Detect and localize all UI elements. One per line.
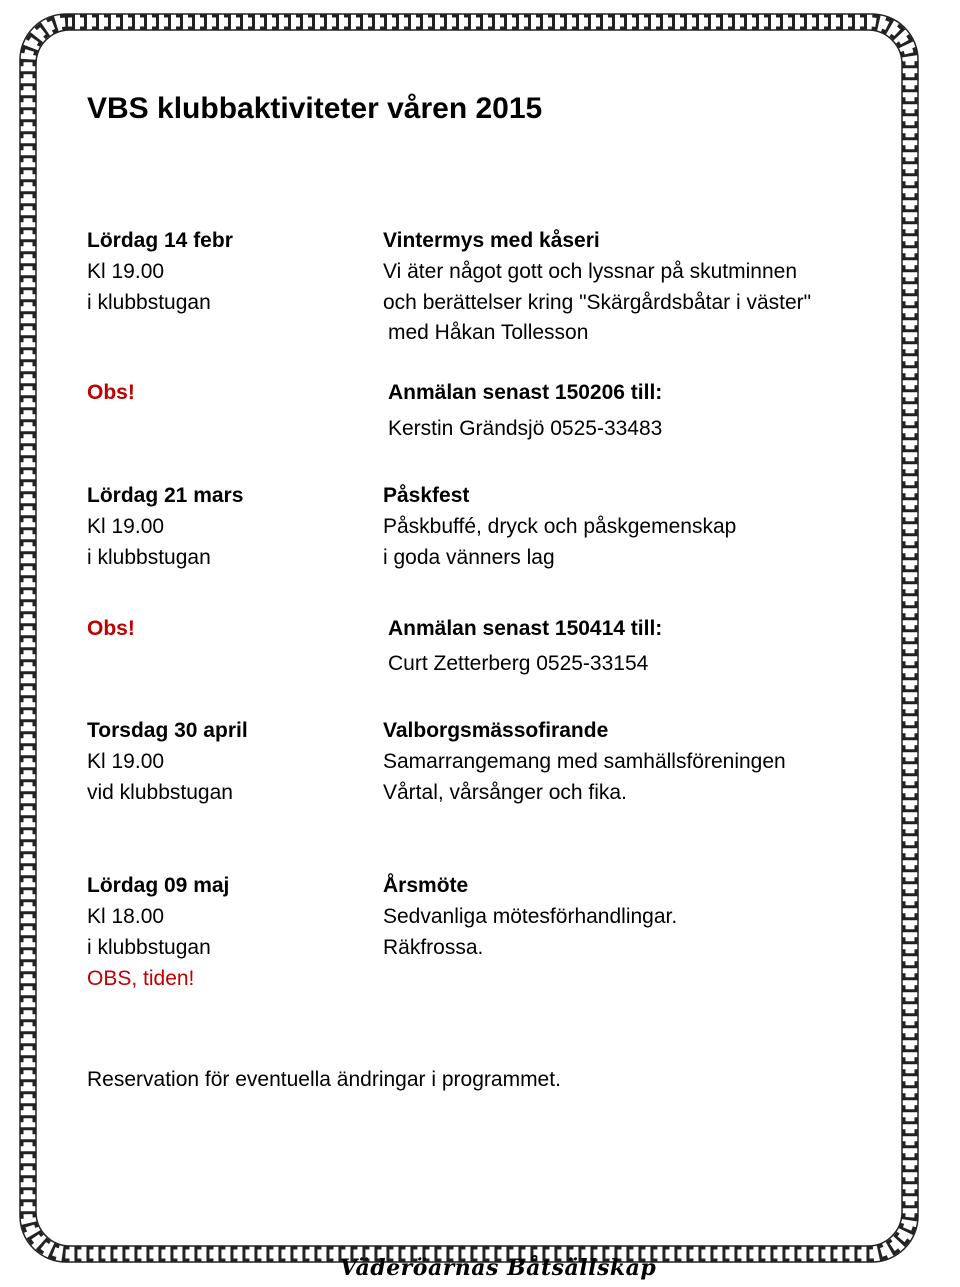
- event-1-obs: Obs!: [87, 381, 135, 404]
- event-1-time: Kl 19.00: [87, 260, 165, 283]
- event-3-date: Torsdag 30 april: [87, 719, 248, 742]
- event-2-desc-line: i goda vänners lag: [383, 546, 555, 569]
- event-2-time: Kl 19.00: [87, 515, 165, 538]
- event-2-place: i klubbstugan: [87, 546, 211, 569]
- event-4-date: Lördag 09 maj: [87, 874, 230, 897]
- event-1-heading: Vintermys med kåseri: [383, 229, 600, 252]
- event-2-desc-line: Påskbuffé, dryck och påskgemenskap: [383, 515, 737, 538]
- event-3-desc-line: Samarrangemang med samhällsföreningen: [383, 750, 786, 773]
- event-4-time: Kl 18.00: [87, 905, 165, 928]
- event-4-place: i klubbstugan: [87, 936, 211, 959]
- event-3-place: vid klubbstugan: [87, 781, 233, 804]
- event-2-obs: Obs!: [87, 617, 135, 640]
- event-1-place: i klubbstugan: [87, 291, 211, 314]
- event-1-date: Lördag 14 febr: [87, 229, 233, 252]
- event-1-desc-line: med Håkan Tollesson: [388, 321, 589, 344]
- event-4-desc-line: Räkfrossa.: [383, 936, 484, 959]
- event-3-desc-line: Vårtal, vårsånger och fika.: [383, 781, 627, 804]
- event-4-note: OBS, tiden!: [87, 967, 195, 990]
- event-2-heading: Påskfest: [383, 484, 470, 507]
- event-2-date: Lördag 21 mars: [87, 484, 244, 507]
- event-4-heading: Årsmöte: [383, 874, 469, 897]
- event-3-heading: Valborgsmässofirande: [383, 719, 609, 742]
- event-1-desc-line: Vi äter något gott och lyssnar på skutminnen: [383, 260, 798, 283]
- event-2-signup: Anmälan senast 150414 till:: [388, 617, 663, 640]
- event-1-contact: Kerstin Grändsjö 0525-33483: [388, 417, 663, 440]
- event-4-desc-line: Sedvanliga mötesförhandlingar.: [383, 905, 678, 928]
- event-2-contact: Curt Zetterberg 0525-33154: [388, 652, 649, 675]
- event-1-signup: Anmälan senast 150206 till:: [388, 381, 663, 404]
- reservation-note: Reservation för eventuella ändringar i programmet.: [87, 1068, 561, 1091]
- event-3-time: Kl 19.00: [87, 750, 165, 773]
- club-signature: Väderöarnas Båtsällskap: [340, 1255, 657, 1281]
- page-title: VBS klubbaktiviteter våren 2015: [87, 92, 543, 125]
- event-1-desc-line: och berättelser kring "Skärgårdsbåtar i väster": [383, 291, 812, 314]
